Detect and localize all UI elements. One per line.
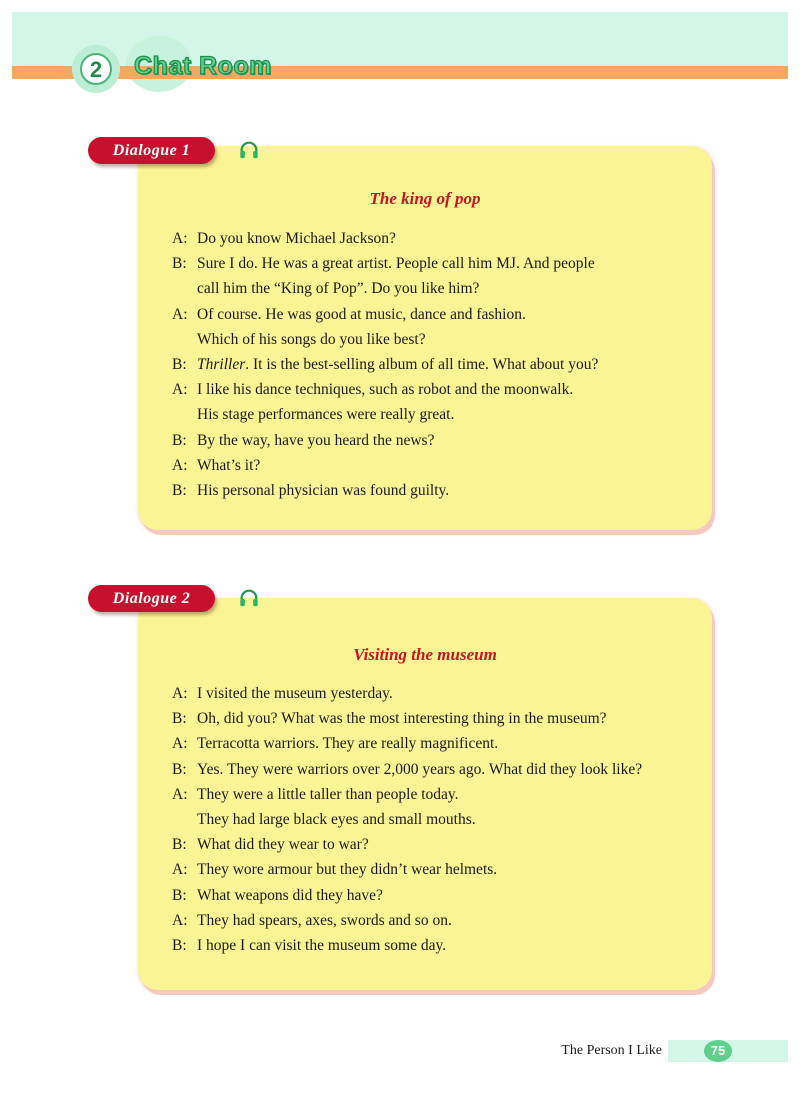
header-stripe bbox=[12, 66, 788, 79]
dialogue-line bbox=[172, 352, 692, 377]
dialogue-line bbox=[172, 857, 692, 882]
line-text: Oh, did you? What was the most interesting thing in the museum? bbox=[197, 710, 607, 728]
dialogue-line bbox=[172, 327, 692, 352]
dialogue-line bbox=[172, 453, 692, 478]
speaker-label: A: bbox=[172, 911, 188, 929]
speaker-label bbox=[172, 807, 197, 832]
line-text: They wore armour but they didn’t wear helmets. bbox=[197, 861, 498, 879]
dialogue-2-lines bbox=[172, 681, 692, 958]
line-text: Do you know Michael Jackson? bbox=[197, 230, 396, 247]
headphones-icon[interactable] bbox=[238, 587, 260, 609]
dialogue-line bbox=[172, 276, 692, 301]
dialogue-line bbox=[172, 933, 692, 958]
line-text: Of course. He was good at music, dance and fashion. bbox=[197, 305, 526, 323]
speaker-label: B: bbox=[172, 886, 187, 904]
dialogue-line bbox=[172, 832, 692, 857]
line-text: Terracotta warriors. They are really magnificent. bbox=[197, 735, 499, 753]
speaker-label: A: bbox=[172, 861, 188, 879]
speaker-label: A: bbox=[172, 305, 188, 323]
speaker-label: B: bbox=[172, 356, 187, 374]
speaker-label: B: bbox=[172, 836, 187, 854]
headphones-icon[interactable] bbox=[238, 139, 260, 161]
unit-title: The Person I Like bbox=[561, 1043, 662, 1058]
line-text: What did they wear to war? bbox=[197, 836, 369, 854]
dialogue-line bbox=[172, 681, 692, 706]
line-text: Which of his songs do you like best? bbox=[197, 330, 426, 348]
line-text bbox=[197, 352, 692, 377]
dialogue-line bbox=[172, 478, 692, 503]
dialogue-line bbox=[172, 908, 692, 933]
line-text: By the way, have you heard the news? bbox=[197, 431, 435, 449]
dialogue-line bbox=[172, 226, 692, 251]
speaker-label bbox=[172, 327, 197, 352]
speaker-label: A: bbox=[172, 785, 188, 803]
dialogue-1-badge: Dialogue 1 bbox=[88, 137, 215, 164]
line-text: What weapons did they have? bbox=[197, 886, 383, 904]
dialogue-1-card bbox=[138, 146, 712, 530]
dialogue-line bbox=[172, 402, 692, 427]
line-text: What’s it? bbox=[197, 456, 261, 474]
speaker-label: B: bbox=[172, 710, 187, 728]
line-text: I like his dance techniques, such as robot and the moonwalk. bbox=[197, 381, 574, 399]
line-text: Sure I do. He was a great artist. People call him MJ. And people bbox=[197, 255, 595, 273]
speaker-label: A: bbox=[172, 230, 188, 247]
speaker-label: B: bbox=[172, 431, 187, 449]
dialogue-2-title: Visiting the museum bbox=[353, 645, 497, 664]
line-text: I hope I can visit the museum some day. bbox=[197, 937, 447, 955]
speaker-label: B: bbox=[172, 255, 187, 273]
line-text: call him the “King of Pop”. Do you like him? bbox=[197, 280, 480, 298]
dialogue-line bbox=[172, 731, 692, 756]
dialogue-line bbox=[172, 807, 692, 832]
dialogue-line bbox=[172, 883, 692, 908]
song-title: Thriller bbox=[197, 356, 246, 374]
line-text: His personal physician was found guilty. bbox=[197, 482, 450, 500]
line-text: His stage performances were really great. bbox=[197, 406, 455, 424]
dialogue-line bbox=[172, 251, 692, 276]
speaker-label: B: bbox=[172, 937, 187, 955]
dialogue-1-title: The king of pop bbox=[369, 189, 481, 208]
dialogue-line bbox=[172, 782, 692, 807]
dialogue-line bbox=[172, 706, 692, 731]
dialogue-2-card bbox=[138, 598, 712, 990]
speaker-label: A: bbox=[172, 685, 188, 702]
speaker-label: A: bbox=[172, 381, 188, 399]
dialogue-line bbox=[172, 302, 692, 327]
speaker-label: A: bbox=[172, 735, 188, 753]
section-number: 2 bbox=[80, 53, 112, 85]
dialogue-1-lines bbox=[172, 226, 692, 503]
speaker-label bbox=[172, 276, 197, 301]
line-text: Yes. They were warriors over 2,000 years ago. What did they look like? bbox=[197, 760, 643, 778]
dialogue-line bbox=[172, 377, 692, 402]
page-number: 75 bbox=[704, 1040, 732, 1062]
dialogue-line bbox=[172, 428, 692, 453]
line-text-rest: . It is the best-selling album of all time. What about you? bbox=[245, 356, 599, 374]
speaker-label: B: bbox=[172, 482, 187, 500]
speaker-label: A: bbox=[172, 456, 188, 474]
dialogue-line bbox=[172, 757, 692, 782]
line-text: They had large black eyes and small mouths. bbox=[197, 811, 476, 829]
speaker-label bbox=[172, 402, 197, 427]
speaker-label: B: bbox=[172, 760, 187, 778]
dialogue-2-badge: Dialogue 2 bbox=[88, 585, 215, 612]
line-text: They had spears, axes, swords and so on. bbox=[197, 911, 452, 929]
line-text: I visited the museum yesterday. bbox=[197, 685, 393, 702]
section-title: Chat Room bbox=[134, 52, 272, 80]
line-text: They were a little taller than people today. bbox=[197, 785, 459, 803]
